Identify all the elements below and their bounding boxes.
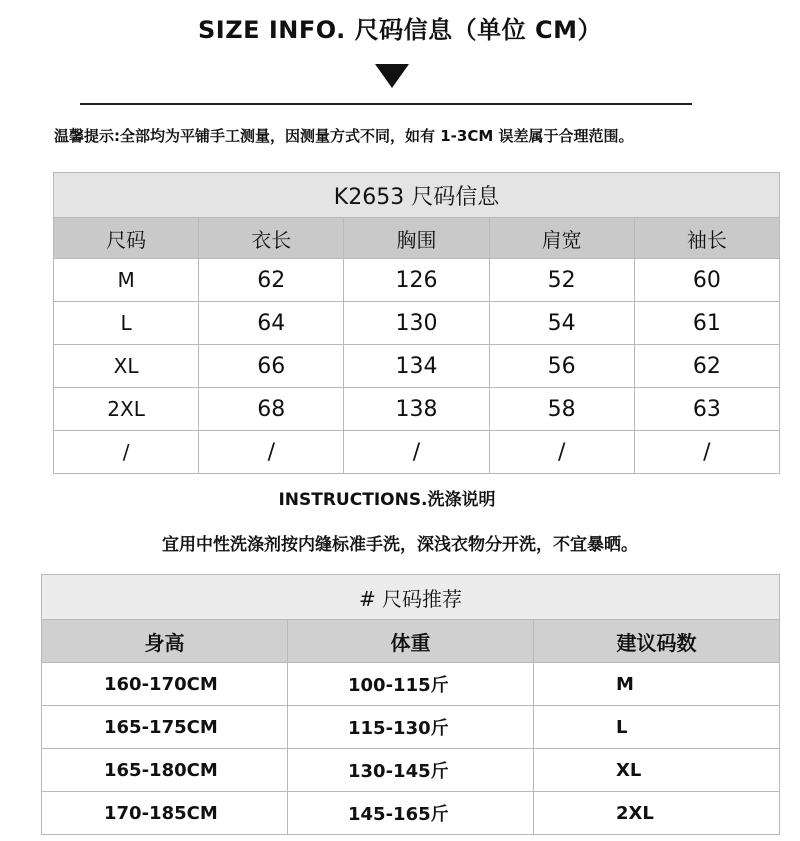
table-cell: 100-115斤 (288, 663, 534, 706)
measurement-tip: 温馨提示:全部均为平铺手工测量，因测量方式不同，如有 1-3CM 误差属于合理范围。 (54, 127, 634, 145)
table-cell: 58 (489, 388, 634, 431)
table-cell: XL (54, 345, 199, 388)
size-table-caption: K2653 尺码信息 (54, 173, 780, 218)
recommend-table-header (42, 620, 780, 663)
column-header: 体重 (288, 620, 534, 663)
table-cell: / (54, 431, 199, 474)
instructions-title: INSTRUCTIONS.洗涤说明 (278, 490, 496, 510)
table-cell: / (344, 431, 489, 474)
page-title: SIZE INFO. 尺码信息（单位 CM） (198, 16, 602, 44)
size-table (53, 172, 780, 474)
table-row (42, 749, 780, 792)
table-cell: / (199, 431, 344, 474)
table-row (54, 259, 780, 302)
table-cell: 62 (634, 345, 779, 388)
column-header: 肩宽 (489, 218, 634, 259)
table-cell: 130-145斤 (288, 749, 534, 792)
table-row (42, 792, 780, 835)
table-cell: 64 (199, 302, 344, 345)
table-row (54, 302, 780, 345)
table-cell: M (534, 663, 780, 706)
table-cell: 63 (634, 388, 779, 431)
table-cell: 138 (344, 388, 489, 431)
table-cell: 165-175CM (42, 706, 288, 749)
table-cell: 145-165斤 (288, 792, 534, 835)
table-row (42, 663, 780, 706)
table-cell: 2XL (54, 388, 199, 431)
instructions-text: 宜用中性洗涤剂按内缝标准手洗，深浅衣物分开洗，不宜暴晒。 (162, 535, 638, 555)
table-cell: 160-170CM (42, 663, 288, 706)
table-cell: 165-180CM (42, 749, 288, 792)
table-cell: 115-130斤 (288, 706, 534, 749)
table-row (54, 388, 780, 431)
table-cell: 61 (634, 302, 779, 345)
table-cell: M (54, 259, 199, 302)
table-cell: 56 (489, 345, 634, 388)
column-header: 建议码数 (534, 620, 780, 663)
table-cell: 54 (489, 302, 634, 345)
table-cell: 52 (489, 259, 634, 302)
column-header: 胸围 (344, 218, 489, 259)
table-cell: 68 (199, 388, 344, 431)
column-header: 衣长 (199, 218, 344, 259)
table-cell: / (634, 431, 779, 474)
table-row (54, 431, 780, 474)
table-cell: / (489, 431, 634, 474)
recommend-table-caption: # 尺码推荐 (42, 575, 780, 620)
table-row (54, 345, 780, 388)
table-cell: 66 (199, 345, 344, 388)
column-header: 身高 (42, 620, 288, 663)
table-cell: L (534, 706, 780, 749)
table-cell: 170-185CM (42, 792, 288, 835)
table-cell: 62 (199, 259, 344, 302)
column-header: 尺码 (54, 218, 199, 259)
size-table-header (54, 218, 780, 259)
table-row (42, 706, 780, 749)
table-cell: L (54, 302, 199, 345)
table-cell: 130 (344, 302, 489, 345)
down-arrow-icon (375, 64, 409, 88)
divider (80, 103, 692, 105)
table-cell: 60 (634, 259, 779, 302)
table-cell: 126 (344, 259, 489, 302)
recommend-table (41, 574, 780, 835)
table-cell: XL (534, 749, 780, 792)
table-cell: 134 (344, 345, 489, 388)
table-cell: 2XL (534, 792, 780, 835)
column-header: 袖长 (634, 218, 779, 259)
